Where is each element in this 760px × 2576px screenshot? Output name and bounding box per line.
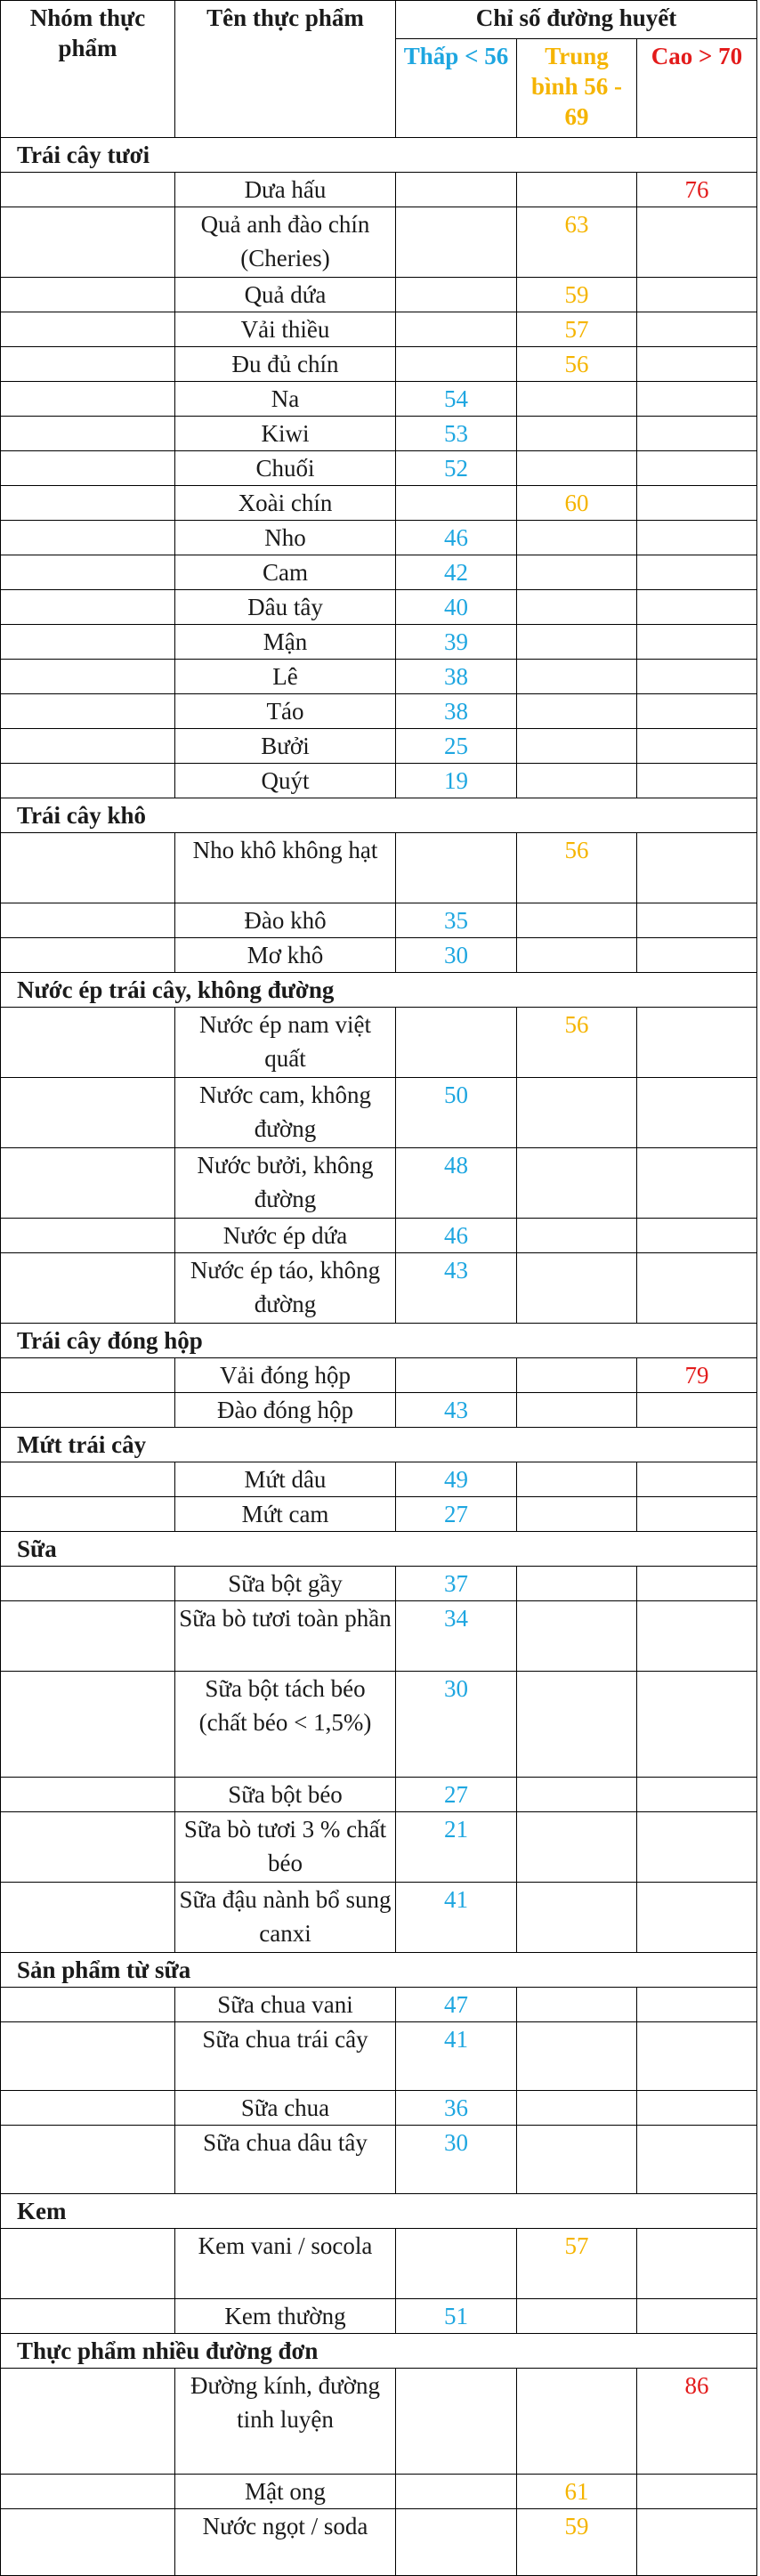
table-row xyxy=(1,2369,757,2475)
low-value-cell: 27 xyxy=(396,1778,517,1812)
mid-value-cell xyxy=(517,903,637,938)
low-value-cell: 25 xyxy=(396,729,517,764)
mid-value-cell: 57 xyxy=(517,312,637,347)
group-cell xyxy=(1,1462,175,1497)
mid-value-cell xyxy=(517,2126,637,2194)
table-row xyxy=(1,2126,757,2194)
low-value-cell: 21 xyxy=(396,1812,517,1883)
group-cell xyxy=(1,764,175,798)
low-value-cell: 30 xyxy=(396,2126,517,2194)
low-value-cell: 41 xyxy=(396,2022,517,2091)
low-value-cell: 39 xyxy=(396,625,517,660)
group-cell xyxy=(1,1008,175,1078)
group-row xyxy=(1,1532,757,1567)
mid-value-cell xyxy=(517,1253,637,1324)
table-row xyxy=(1,1567,757,1601)
food-name-cell: Quả dứa xyxy=(175,278,396,312)
low-value-cell xyxy=(396,833,517,903)
high-value-cell xyxy=(637,729,757,764)
food-name-cell: Cam xyxy=(175,555,396,590)
group-cell xyxy=(1,1148,175,1219)
mid-value-cell xyxy=(517,1567,637,1601)
food-name-cell: Dưa hấu xyxy=(175,173,396,207)
table-row xyxy=(1,451,757,486)
mid-value-cell xyxy=(517,660,637,694)
high-value-cell xyxy=(637,555,757,590)
table-row xyxy=(1,2022,757,2091)
mid-value-cell: 56 xyxy=(517,347,637,382)
mid-value-cell xyxy=(517,1393,637,1428)
mid-value-cell xyxy=(517,938,637,973)
high-value-cell xyxy=(637,278,757,312)
food-name-cell: Sữa bò tươi 3 % chất béo xyxy=(175,1812,396,1883)
group-cell xyxy=(1,451,175,486)
food-name-cell: Sữa chua vani xyxy=(175,1988,396,2022)
high-value-cell xyxy=(637,1778,757,1812)
group-label: Trái cây khô xyxy=(1,798,757,833)
table-row xyxy=(1,1148,757,1219)
low-value-cell: 34 xyxy=(396,1601,517,1672)
low-value-cell: 54 xyxy=(396,382,517,417)
group-cell xyxy=(1,1358,175,1393)
group-cell xyxy=(1,347,175,382)
group-cell xyxy=(1,903,175,938)
mid-value-cell xyxy=(517,173,637,207)
high-value-cell xyxy=(637,2091,757,2126)
low-value-cell xyxy=(396,486,517,521)
high-value-cell xyxy=(637,625,757,660)
high-value-cell: 76 xyxy=(637,173,757,207)
table-row xyxy=(1,764,757,798)
food-name-cell: Sữa đậu nành bổ sung canxi xyxy=(175,1883,396,1953)
food-name-cell: Na xyxy=(175,382,396,417)
table-row xyxy=(1,590,757,625)
low-value-cell: 30 xyxy=(396,1672,517,1778)
food-name-cell: Vải thiều xyxy=(175,312,396,347)
high-value-cell xyxy=(637,1008,757,1078)
table-row xyxy=(1,625,757,660)
high-value-cell xyxy=(637,521,757,555)
low-value-cell: 46 xyxy=(396,1219,517,1253)
table-row xyxy=(1,2509,757,2576)
group-cell xyxy=(1,2369,175,2475)
group-cell xyxy=(1,173,175,207)
table-row xyxy=(1,207,757,278)
high-value-cell xyxy=(637,2229,757,2299)
food-name-cell: Mứt dâu xyxy=(175,1462,396,1497)
low-value-cell: 36 xyxy=(396,2091,517,2126)
group-label: Mứt trái cây xyxy=(1,1428,757,1462)
food-name-cell: Lê xyxy=(175,660,396,694)
group-cell xyxy=(1,207,175,278)
table-row xyxy=(1,486,757,521)
group-label: Trái cây tươi xyxy=(1,138,757,173)
group-cell xyxy=(1,2475,175,2509)
high-value-cell xyxy=(637,1393,757,1428)
group-cell xyxy=(1,1988,175,2022)
mid-value-cell xyxy=(517,2091,637,2126)
group-cell xyxy=(1,312,175,347)
table-row xyxy=(1,1672,757,1778)
group-row xyxy=(1,1428,757,1462)
group-row xyxy=(1,798,757,833)
high-value-cell xyxy=(637,347,757,382)
food-name-cell: Nước ép nam việt quất xyxy=(175,1008,396,1078)
group-cell xyxy=(1,1219,175,1253)
food-name-cell: Xoài chín xyxy=(175,486,396,521)
food-name-cell: Sữa bột gầy xyxy=(175,1567,396,1601)
table-row xyxy=(1,2091,757,2126)
group-cell xyxy=(1,2299,175,2334)
group-label: Kem xyxy=(1,2194,757,2229)
mid-value-cell xyxy=(517,1497,637,1532)
mid-value-cell xyxy=(517,555,637,590)
low-value-cell: 43 xyxy=(396,1253,517,1324)
high-value-cell xyxy=(637,660,757,694)
high-value-cell xyxy=(637,694,757,729)
group-cell xyxy=(1,938,175,973)
low-value-cell: 27 xyxy=(396,1497,517,1532)
low-value-cell xyxy=(396,2475,517,2509)
group-cell xyxy=(1,1812,175,1883)
mid-value-cell xyxy=(517,2299,637,2334)
mid-value-cell xyxy=(517,590,637,625)
mid-value-cell xyxy=(517,1672,637,1778)
food-name-cell: Sữa bột tách béo (chất béo < 1,5%) xyxy=(175,1672,396,1778)
group-cell xyxy=(1,833,175,903)
food-name-cell: Kem thường xyxy=(175,2299,396,2334)
header-row xyxy=(1,1,757,39)
group-label: Sản phẩm từ sữa xyxy=(1,1953,757,1988)
high-value-cell xyxy=(637,1883,757,1953)
mid-value-cell xyxy=(517,451,637,486)
table-row xyxy=(1,1078,757,1148)
group-cell xyxy=(1,2022,175,2091)
food-name-cell: Kiwi xyxy=(175,417,396,451)
table-row xyxy=(1,1778,757,1812)
mid-value-cell xyxy=(517,764,637,798)
low-value-cell: 47 xyxy=(396,1988,517,2022)
low-value-cell: 40 xyxy=(396,590,517,625)
high-value-cell xyxy=(637,382,757,417)
low-value-cell: 46 xyxy=(396,521,517,555)
group-row xyxy=(1,2194,757,2229)
table-row xyxy=(1,2475,757,2509)
group-cell xyxy=(1,2229,175,2299)
food-name-cell: Nước ép táo, không đường xyxy=(175,1253,396,1324)
low-value-cell: 53 xyxy=(396,417,517,451)
high-value-cell xyxy=(637,1601,757,1672)
food-name-cell: Đào khô xyxy=(175,903,396,938)
table-row xyxy=(1,312,757,347)
low-value-cell xyxy=(396,207,517,278)
low-value-cell xyxy=(396,2229,517,2299)
mid-value-cell xyxy=(517,1883,637,1953)
food-name-cell: Mận xyxy=(175,625,396,660)
table-row xyxy=(1,694,757,729)
food-name-cell: Mật ong xyxy=(175,2475,396,2509)
high-value-cell: 79 xyxy=(637,1358,757,1393)
table-row xyxy=(1,1497,757,1532)
food-name-cell: Quýt xyxy=(175,764,396,798)
food-column-header: Tên thực phẩm xyxy=(175,1,396,138)
mid-value-cell xyxy=(517,521,637,555)
low-value-cell xyxy=(396,347,517,382)
low-value-cell: 48 xyxy=(396,1148,517,1219)
low-value-cell xyxy=(396,1008,517,1078)
group-cell xyxy=(1,1883,175,1953)
table-row xyxy=(1,1883,757,1953)
mid-value-cell xyxy=(517,1812,637,1883)
high-value-cell xyxy=(637,2299,757,2334)
low-value-cell: 35 xyxy=(396,903,517,938)
food-name-cell: Nước ép dứa xyxy=(175,1219,396,1253)
table-row xyxy=(1,1219,757,1253)
low-value-cell: 38 xyxy=(396,694,517,729)
table-row xyxy=(1,521,757,555)
high-value-cell xyxy=(637,2509,757,2576)
table-row xyxy=(1,173,757,207)
mid-value-cell xyxy=(517,1462,637,1497)
mid-value-cell: 56 xyxy=(517,833,637,903)
high-value-cell xyxy=(637,1219,757,1253)
table-row xyxy=(1,1812,757,1883)
mid-value-cell xyxy=(517,1601,637,1672)
high-value-cell xyxy=(637,451,757,486)
group-cell xyxy=(1,1672,175,1778)
high-value-cell xyxy=(637,486,757,521)
food-name-cell: Chuối xyxy=(175,451,396,486)
high-value-cell xyxy=(637,1497,757,1532)
table-row xyxy=(1,1393,757,1428)
group-cell xyxy=(1,1567,175,1601)
high-value-cell xyxy=(637,1672,757,1778)
table-row xyxy=(1,2229,757,2299)
mid-value-cell xyxy=(517,2022,637,2091)
low-value-cell xyxy=(396,312,517,347)
food-name-cell: Nước bưởi, không đường xyxy=(175,1148,396,1219)
group-cell xyxy=(1,278,175,312)
group-cell xyxy=(1,2091,175,2126)
food-name-cell: Táo xyxy=(175,694,396,729)
high-value-cell xyxy=(637,2126,757,2194)
low-value-cell: 19 xyxy=(396,764,517,798)
high-value-cell xyxy=(637,2475,757,2509)
high-value-cell xyxy=(637,312,757,347)
table-row xyxy=(1,1462,757,1497)
table-row xyxy=(1,903,757,938)
low-value-cell: 49 xyxy=(396,1462,517,1497)
mid-value-cell xyxy=(517,417,637,451)
high-value-cell: 86 xyxy=(637,2369,757,2475)
table-row xyxy=(1,938,757,973)
group-cell xyxy=(1,2509,175,2576)
mid-value-cell xyxy=(517,1988,637,2022)
group-cell xyxy=(1,660,175,694)
high-value-cell xyxy=(637,938,757,973)
mid-value-cell: 59 xyxy=(517,278,637,312)
food-name-cell: Bưởi xyxy=(175,729,396,764)
food-name-cell: Nho khô không hạt xyxy=(175,833,396,903)
group-row xyxy=(1,1324,757,1358)
high-value-cell xyxy=(637,1988,757,2022)
low-value-cell xyxy=(396,1358,517,1393)
group-label: Thực phẩm nhiều đường đơn xyxy=(1,2334,757,2369)
table-row xyxy=(1,1253,757,1324)
low-value-cell xyxy=(396,2509,517,2576)
low-value-cell xyxy=(396,173,517,207)
table-row xyxy=(1,382,757,417)
mid-value-cell: 56 xyxy=(517,1008,637,1078)
high-value-cell xyxy=(637,1253,757,1324)
group-cell xyxy=(1,694,175,729)
high-value-cell xyxy=(637,764,757,798)
low-value-cell xyxy=(396,2369,517,2475)
food-name-cell: Mứt cam xyxy=(175,1497,396,1532)
high-value-cell xyxy=(637,207,757,278)
food-name-cell: Đường kính, đường tinh luyện xyxy=(175,2369,396,2475)
low-value-cell: 43 xyxy=(396,1393,517,1428)
mid-value-cell xyxy=(517,2369,637,2475)
table-row xyxy=(1,2299,757,2334)
group-cell xyxy=(1,1253,175,1324)
table-row xyxy=(1,1601,757,1672)
group-row xyxy=(1,2334,757,2369)
mid-value-cell xyxy=(517,694,637,729)
food-name-cell: Kem vani / socola xyxy=(175,2229,396,2299)
group-cell xyxy=(1,2126,175,2194)
group-cell xyxy=(1,382,175,417)
food-name-cell: Sữa chua dâu tây xyxy=(175,2126,396,2194)
high-value-cell xyxy=(637,1462,757,1497)
table-row xyxy=(1,555,757,590)
table-row xyxy=(1,417,757,451)
group-cell xyxy=(1,1601,175,1672)
high-value-cell xyxy=(637,1812,757,1883)
high-value-cell xyxy=(637,590,757,625)
table-body xyxy=(1,138,757,2576)
food-name-cell: Sữa chua xyxy=(175,2091,396,2126)
food-name-cell: Vải đóng hộp xyxy=(175,1358,396,1393)
group-label: Trái cây đóng hộp xyxy=(1,1324,757,1358)
group-cell xyxy=(1,417,175,451)
high-value-cell xyxy=(637,1148,757,1219)
group-cell xyxy=(1,521,175,555)
mid-value-cell: 60 xyxy=(517,486,637,521)
group-column-header: Nhóm thực phẩm xyxy=(1,1,175,138)
low-value-cell xyxy=(396,278,517,312)
high-value-cell xyxy=(637,1567,757,1601)
group-row xyxy=(1,138,757,173)
food-name-cell: Nước cam, không đường xyxy=(175,1078,396,1148)
mid-column-header: Trung bình 56 - 69 xyxy=(517,39,637,138)
table-row xyxy=(1,1988,757,2022)
low-value-cell: 38 xyxy=(396,660,517,694)
mid-value-cell xyxy=(517,625,637,660)
mid-value-cell xyxy=(517,1219,637,1253)
gi-column-header: Chỉ số đường huyết xyxy=(396,1,757,39)
food-name-cell: Sữa chua trái cây xyxy=(175,2022,396,2091)
mid-value-cell xyxy=(517,1778,637,1812)
group-cell xyxy=(1,625,175,660)
food-name-cell: Mơ khô xyxy=(175,938,396,973)
food-name-cell: Đào đóng hộp xyxy=(175,1393,396,1428)
low-value-cell: 30 xyxy=(396,938,517,973)
mid-value-cell: 57 xyxy=(517,2229,637,2299)
mid-value-cell: 61 xyxy=(517,2475,637,2509)
low-value-cell: 41 xyxy=(396,1883,517,1953)
low-value-cell: 37 xyxy=(396,1567,517,1601)
food-name-cell: Nước ngọt / soda xyxy=(175,2509,396,2576)
low-value-cell: 42 xyxy=(396,555,517,590)
group-cell xyxy=(1,1778,175,1812)
table-row xyxy=(1,660,757,694)
group-cell xyxy=(1,555,175,590)
table-row xyxy=(1,278,757,312)
high-value-cell xyxy=(637,903,757,938)
high-value-cell xyxy=(637,2022,757,2091)
food-name-cell: Dâu tây xyxy=(175,590,396,625)
mid-value-cell xyxy=(517,1358,637,1393)
group-cell xyxy=(1,1497,175,1532)
high-value-cell xyxy=(637,833,757,903)
food-name-cell: Nho xyxy=(175,521,396,555)
group-label: Sữa xyxy=(1,1532,757,1567)
high-value-cell xyxy=(637,417,757,451)
group-row xyxy=(1,973,757,1008)
mid-value-cell: 59 xyxy=(517,2509,637,2576)
low-value-cell: 52 xyxy=(396,451,517,486)
food-name-cell: Sữa bột béo xyxy=(175,1778,396,1812)
group-cell xyxy=(1,1393,175,1428)
table-row xyxy=(1,347,757,382)
group-row xyxy=(1,1953,757,1988)
table-row xyxy=(1,833,757,903)
high-value-cell xyxy=(637,1078,757,1148)
mid-value-cell xyxy=(517,729,637,764)
group-label: Nước ép trái cây, không đường xyxy=(1,973,757,1008)
low-value-cell: 50 xyxy=(396,1078,517,1148)
mid-value-cell xyxy=(517,1148,637,1219)
table-row xyxy=(1,1358,757,1393)
food-name-cell: Đu đủ chín xyxy=(175,347,396,382)
mid-value-cell: 63 xyxy=(517,207,637,278)
group-cell xyxy=(1,729,175,764)
mid-value-cell xyxy=(517,1078,637,1148)
food-name-cell: Quả anh đào chín (Cheries) xyxy=(175,207,396,278)
table-row xyxy=(1,1008,757,1078)
low-column-header: Thấp < 56 xyxy=(396,39,517,138)
low-value-cell: 51 xyxy=(396,2299,517,2334)
food-name-cell: Sữa bò tươi toàn phần xyxy=(175,1601,396,1672)
group-cell xyxy=(1,1078,175,1148)
table-row xyxy=(1,729,757,764)
mid-value-cell xyxy=(517,382,637,417)
group-cell xyxy=(1,590,175,625)
group-cell xyxy=(1,486,175,521)
high-column-header: Cao > 70 xyxy=(637,39,757,138)
